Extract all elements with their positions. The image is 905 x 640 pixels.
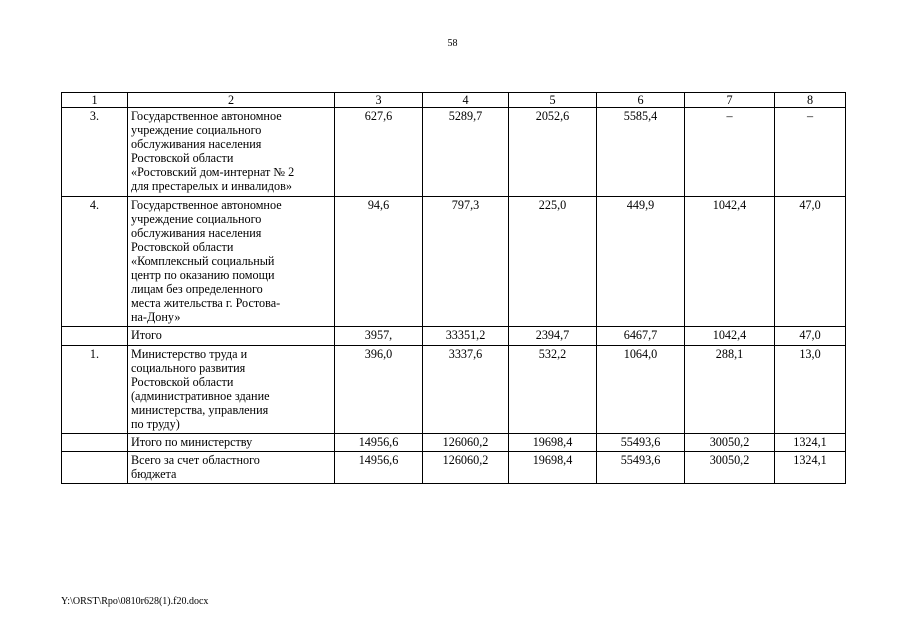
value-cell: 30050,2 [685, 434, 775, 452]
row-name-cell [128, 434, 335, 452]
value-cell: 55493,6 [597, 452, 685, 484]
row-number-cell: 1. [62, 345, 128, 434]
value-cell: 288,1 [685, 345, 775, 434]
value-cell: 126060,2 [423, 434, 509, 452]
row-number-cell: 3. [62, 108, 128, 197]
value-cell: 396,0 [335, 345, 423, 434]
budget-table [61, 92, 846, 484]
value-cell: 1042,4 [685, 196, 775, 327]
value-cell: 47,0 [775, 196, 846, 327]
value-cell: 3957, [335, 327, 423, 345]
row-name-line: бюджета [131, 467, 177, 482]
row-number-cell [62, 434, 128, 452]
value-cell: 1324,1 [775, 452, 846, 484]
value-cell: 449,9 [597, 196, 685, 327]
row-name-line: «Ростовский дом-интернат № 2 [131, 165, 295, 180]
row-name-line: Ростовской области [131, 239, 234, 254]
row-name-line: социального развития [131, 360, 246, 375]
table-row [62, 345, 846, 434]
header-cell: 1 [62, 93, 128, 108]
row-name-cell [128, 345, 335, 434]
row-name-cell [128, 452, 335, 484]
value-cell: 532,2 [509, 345, 597, 434]
value-cell: 1064,0 [597, 345, 685, 434]
header-cell: 2 [128, 93, 335, 108]
value-cell: 33351,2 [423, 327, 509, 345]
row-name-line: учреждение социального [131, 211, 262, 226]
row-name-line: Государственное автономное [131, 109, 282, 123]
header-cell: 4 [423, 93, 509, 108]
value-cell: 225,0 [509, 196, 597, 327]
row-number-cell [62, 452, 128, 484]
table-row [62, 108, 846, 197]
header-cell: 8 [775, 93, 846, 108]
header-cell: 3 [335, 93, 423, 108]
row-name-line: места жительства г. Ростова- [131, 296, 281, 311]
value-cell: 94,6 [335, 196, 423, 327]
row-name-line: (административное здание [131, 388, 270, 403]
row-number-cell: 4. [62, 196, 128, 327]
row-name-line: по труду) [131, 416, 180, 431]
value-cell: 126060,2 [423, 452, 509, 484]
row-name-cell [128, 327, 335, 345]
row-name-line: «Комплексный социальный [131, 253, 275, 268]
row-name-line: Ростовской области [131, 151, 234, 166]
value-cell: 30050,2 [685, 452, 775, 484]
value-cell: 5585,4 [597, 108, 685, 197]
row-name-line: Итого [131, 328, 162, 343]
table-row [62, 434, 846, 452]
row-name-line: центр по оказанию помощи [131, 268, 275, 283]
value-cell: 6467,7 [597, 327, 685, 345]
value-cell: 55493,6 [597, 434, 685, 452]
value-cell: – [685, 108, 775, 197]
row-name-line: обслуживания населения [131, 225, 262, 240]
value-cell: 797,3 [423, 196, 509, 327]
value-cell: 5289,7 [423, 108, 509, 197]
table-row [62, 196, 846, 327]
value-cell: 2052,6 [509, 108, 597, 197]
table-row [62, 327, 846, 345]
row-name-line: обслуживания населения [131, 137, 262, 152]
row-name-line: учреждение социального [131, 123, 262, 138]
row-name-line: Государственное автономное [131, 197, 282, 212]
table-row [62, 452, 846, 484]
value-cell: 47,0 [775, 327, 846, 345]
value-cell: 1324,1 [775, 434, 846, 452]
header-cell: 5 [509, 93, 597, 108]
row-name-line: Ростовской области [131, 374, 234, 389]
value-cell: 3337,6 [423, 345, 509, 434]
value-cell: 1042,4 [685, 327, 775, 345]
header-cell: 7 [685, 93, 775, 108]
row-name-line: для престарелых и инвалидов» [131, 179, 292, 194]
row-name-cell [128, 108, 335, 197]
row-name-line: лицам без определенного [131, 282, 263, 297]
row-name-line: Итого по министерству [131, 435, 253, 450]
table-body [62, 93, 846, 484]
value-cell: 19698,4 [509, 452, 597, 484]
value-cell: 19698,4 [509, 434, 597, 452]
value-cell: – [775, 108, 846, 197]
row-name-cell [128, 196, 335, 327]
file-path-footer: Y:\ORST\Rpo\0810r628(1).f20.docx [61, 596, 209, 607]
row-name-line: министерства, управления [131, 402, 269, 417]
table-header-row [62, 93, 846, 108]
header-cell: 6 [597, 93, 685, 108]
page-number: 58 [447, 38, 458, 49]
row-name-line: Всего за счет областного [131, 453, 260, 468]
value-cell: 13,0 [775, 345, 846, 434]
value-cell: 627,6 [335, 108, 423, 197]
row-name-line: Министерство труда и [131, 346, 248, 361]
row-number-cell [62, 327, 128, 345]
value-cell: 14956,6 [335, 452, 423, 484]
row-name-line: на-Дону» [131, 310, 181, 325]
value-cell: 2394,7 [509, 327, 597, 345]
value-cell: 14956,6 [335, 434, 423, 452]
